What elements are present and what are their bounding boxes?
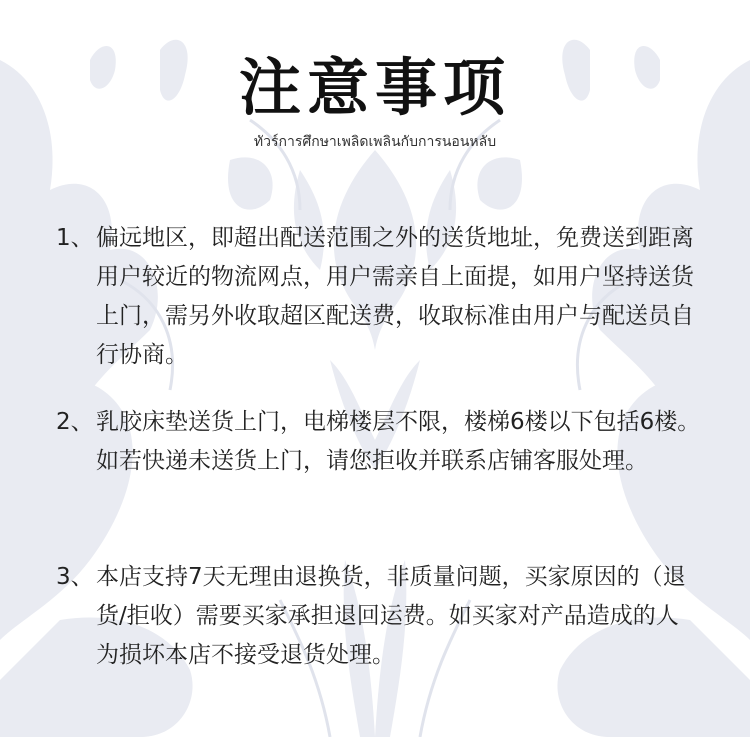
thai-subtitle: ทัวร์การศึกษาเพลิดเพลินกับการนอนหลับ — [253, 134, 497, 150]
note-item-1 — [56, 219, 706, 375]
note-item-3 — [56, 558, 706, 675]
note-number: 1、 — [56, 225, 94, 251]
note-text: 乳胶床垫送货上门，电梯楼层不限，楼梯6楼以下包括6楼。如若快递未送货上门，请您拒收并联系店铺客服处理。 — [96, 409, 701, 474]
note-text: 偏远地区，即超出配送范围之外的送货地址，免费送到距离用户较近的物流网点，用户需亲自上面提，如用户坚持送货上门，需另外收取超区配送费，收取标准由用户与配送员自行协商。 — [96, 225, 694, 368]
note-item-2 — [56, 403, 706, 481]
note-number: 2、 — [56, 409, 94, 435]
note-text: 本店支持7天无理由退换货，非质量问题，买家原因的（退货/拒收）需要买家承担退回运费。如买家对产品造成的人为损坏本店不接受退货处理。 — [96, 564, 686, 668]
page-title: 注意事项 — [238, 51, 511, 124]
note-number: 3、 — [56, 564, 94, 590]
